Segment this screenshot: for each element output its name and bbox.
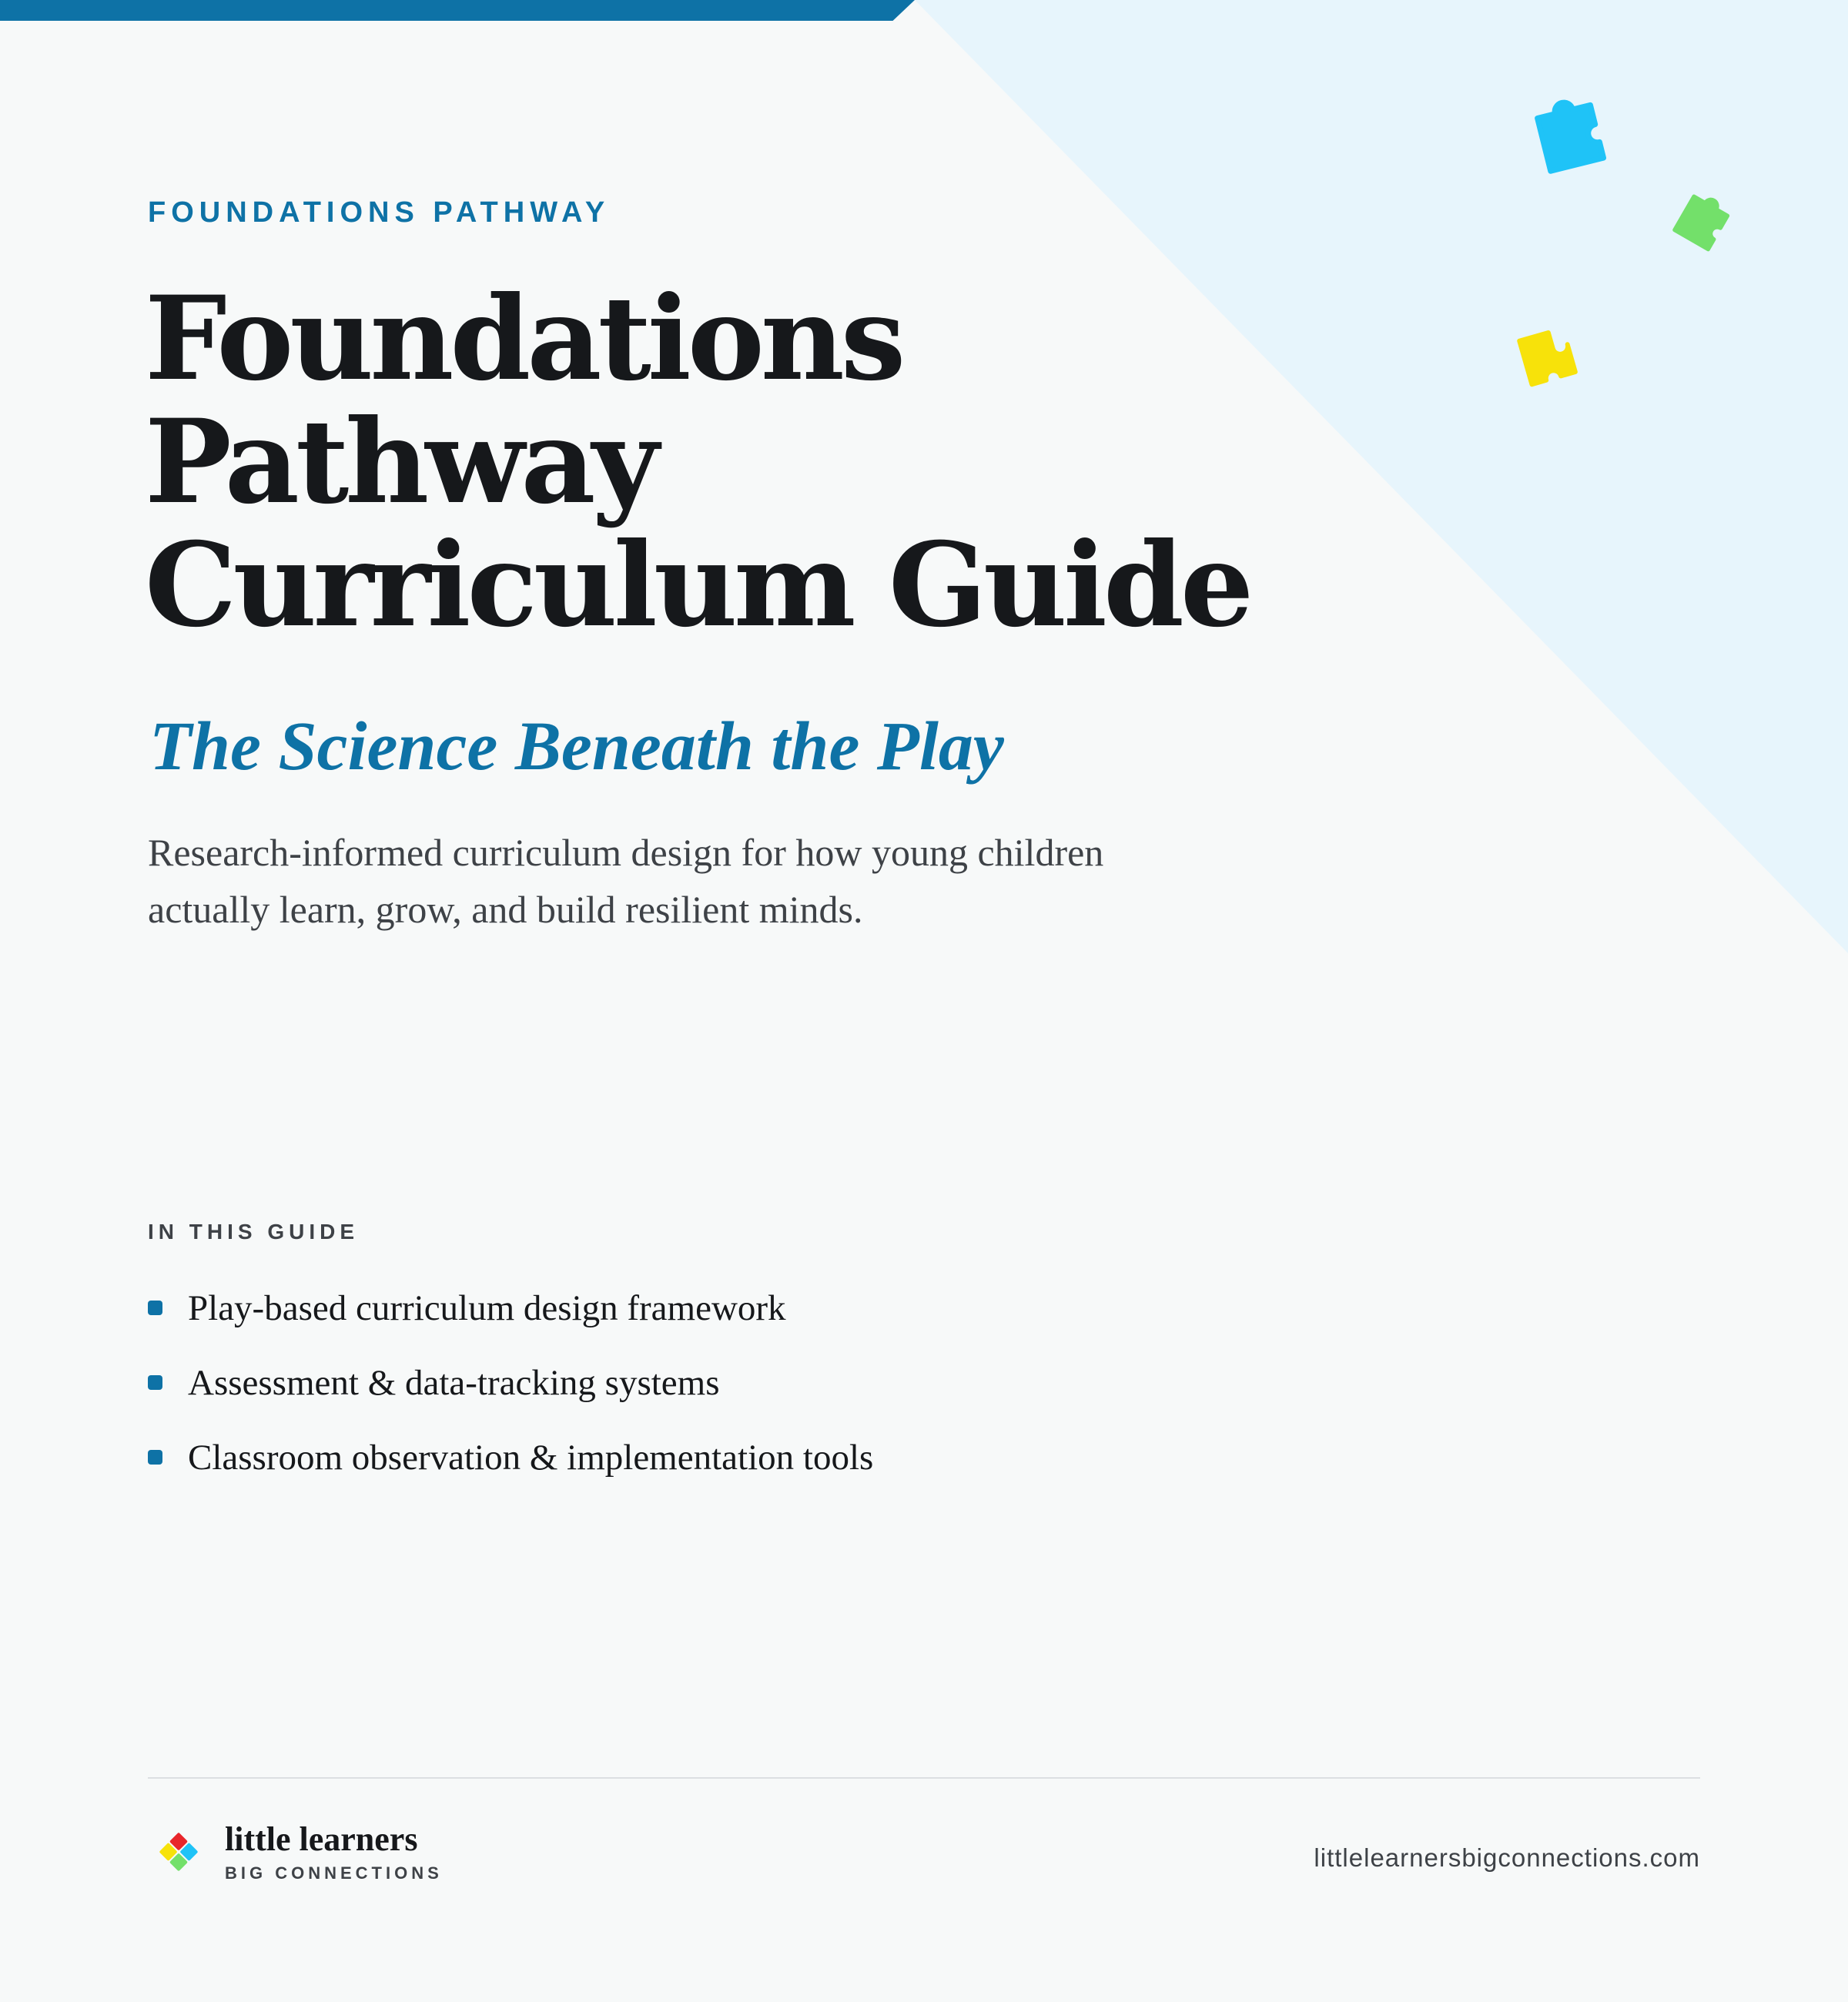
list-item <box>148 1270 873 1345</box>
list-item <box>148 1345 873 1420</box>
list-item <box>148 1420 873 1495</box>
puzzle-piece-blue-icon <box>1525 91 1615 182</box>
title-line: Foundations <box>145 271 902 407</box>
list-item-text: Classroom observation & implementation tools <box>188 1437 874 1478</box>
page-title <box>145 271 1250 653</box>
guide-section-label: IN THIS GUIDE <box>148 1220 360 1244</box>
bullet-square-icon <box>148 1450 162 1465</box>
brand-text <box>225 1820 443 1883</box>
list-item-text: Play-based curriculum design framework <box>188 1287 786 1328</box>
guide-list <box>148 1270 873 1495</box>
puzzle-piece-green-icon <box>1669 189 1734 254</box>
website-url: littlelearnersbigconnections.com <box>1314 1843 1700 1872</box>
title-line: Pathway <box>145 394 655 530</box>
title-line: Curriculum Guide <box>145 517 1250 653</box>
bullet-square-icon <box>148 1375 162 1390</box>
description: Research-informed curriculum design for how young children actually learn, grow, and build resilient minds. <box>148 831 1104 931</box>
top-accent-bar <box>0 0 915 21</box>
list-item-text: Assessment & data-tracking systems <box>188 1362 720 1403</box>
footer-divider <box>148 1777 1700 1779</box>
puzzle-piece-yellow-icon <box>1509 317 1585 393</box>
bullet-square-icon <box>148 1301 162 1315</box>
brand-name: little learners <box>225 1820 418 1858</box>
brand-logo <box>148 1820 443 1883</box>
brand-tagline: BIG CONNECTIONS <box>225 1863 443 1883</box>
puzzle-logo-icon <box>148 1821 209 1883</box>
subtitle: The Science Beneath the Play <box>149 708 1004 785</box>
eyebrow-label: FOUNDATIONS PATHWAY <box>148 196 611 229</box>
